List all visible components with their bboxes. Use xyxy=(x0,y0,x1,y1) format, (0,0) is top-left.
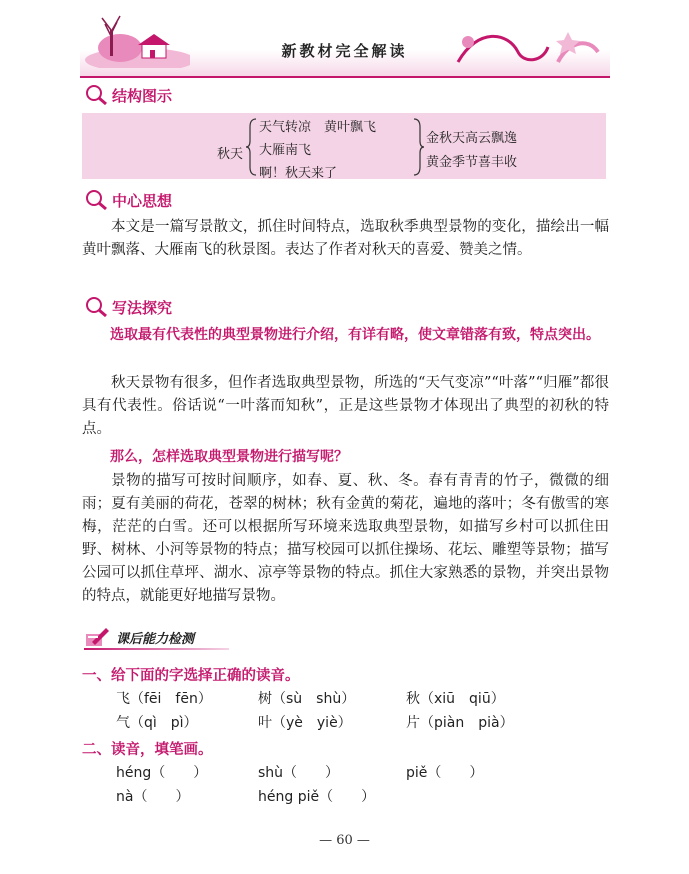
blank-item[interactable]: piě（ ） xyxy=(406,765,484,781)
option-item: 树（sù shù） xyxy=(258,691,356,707)
option-item: 气（qì pì） xyxy=(116,715,198,731)
magnifier-icon xyxy=(84,84,108,106)
structure-summary-2: 黄金季节喜丰收 xyxy=(426,155,518,170)
question-2-title: 二、读音，填笔画。 xyxy=(82,742,213,758)
writing-emphasis-1: 选取最有代表性的典型景物进行介绍，有详有略，使文章错落有致，特点突出。 xyxy=(110,327,600,343)
blank-item[interactable]: héng（ ） xyxy=(116,765,208,781)
writing-emphasis-2: 那么，怎样选取典型景物进行描写呢？ xyxy=(110,449,348,465)
magnifier-icon xyxy=(84,296,108,318)
structure-item-1: 天气转凉 黄叶飘飞 xyxy=(259,120,377,135)
section-title: 中心思想 xyxy=(112,191,173,210)
right-brace-icon xyxy=(412,117,424,177)
blank-item[interactable]: shù（ ） xyxy=(258,765,340,781)
section-title: 结构图示 xyxy=(112,86,173,105)
blank-item[interactable]: nà（ ） xyxy=(116,789,190,805)
structure-item-2: 大雁南飞 xyxy=(259,143,312,158)
structure-summary-1: 金秋天高云飘逸 xyxy=(426,131,518,146)
exercise-banner xyxy=(84,626,194,648)
page-number: — 60 — xyxy=(319,833,370,848)
option-item: 叶（yè yiè） xyxy=(258,715,352,731)
section-theme-heading xyxy=(84,189,172,211)
structure-root: 秋天 xyxy=(217,147,244,162)
writing-paragraph-2: 景物的描写可按时间顺序，如春、夏、秋、冬。春有青青的竹子，微微的细雨；夏有美丽的荷花，苍翠的树林；秋有金黄的菊花，遍地的落叶；冬有傲雪的寒梅，茫茫的白雪。还可以根据所写环境来选取典型景物，如描写乡村可以抓住田野、树林、小河等景物的特点；描写校园可以抓住操场、花坛、雕塑等景物；描写公园可以抓住草坪、湖水、凉亭等景物的特点。抓住大家熟悉的景物，并突出景物的特点，就能更好地描写景物。 xyxy=(82,473,609,604)
magnifier-icon xyxy=(84,189,108,211)
blank-item[interactable]: héng piě（ ） xyxy=(258,789,376,805)
section-structure-heading xyxy=(84,84,172,106)
swirl-decoration-icon xyxy=(448,22,608,72)
pencil-book-icon xyxy=(84,626,110,648)
header-title: 新教材完全解读 xyxy=(281,42,408,60)
question-1-title: 一、给下面的字选择正确的读音。 xyxy=(82,668,300,684)
writing-paragraph-1: 秋天景物有很多，但作者选取典型景物，所选的“天气变凉”“叶落”“归雁”都很具有代表性。俗话说“一叶落而知秋”，正是这些景物才体现出了典型的初秋的特点。 xyxy=(82,375,609,437)
structure-item-3: 啊！秋天来了 xyxy=(259,166,338,181)
theme-paragraph: 本文是一篇写景散文，抓住时间特点，选取秋季典型景物的变化，描绘出一幅黄叶飘落、大雁南飞的秋景图。表达了作者对秋天的喜爱、赞美之情。 xyxy=(82,219,609,258)
option-item: 飞（fēi fēn） xyxy=(116,691,212,707)
section-writing-heading xyxy=(84,296,172,318)
banner-underline xyxy=(84,648,229,650)
structure-diagram xyxy=(82,113,606,179)
option-item: 秋（xiū qiū） xyxy=(406,691,505,707)
option-item: 片（piàn pià） xyxy=(406,715,514,731)
exercise-banner-label: 课后能力检测 xyxy=(116,631,195,647)
left-brace-icon xyxy=(246,117,258,177)
section-title: 写法探究 xyxy=(112,298,173,317)
